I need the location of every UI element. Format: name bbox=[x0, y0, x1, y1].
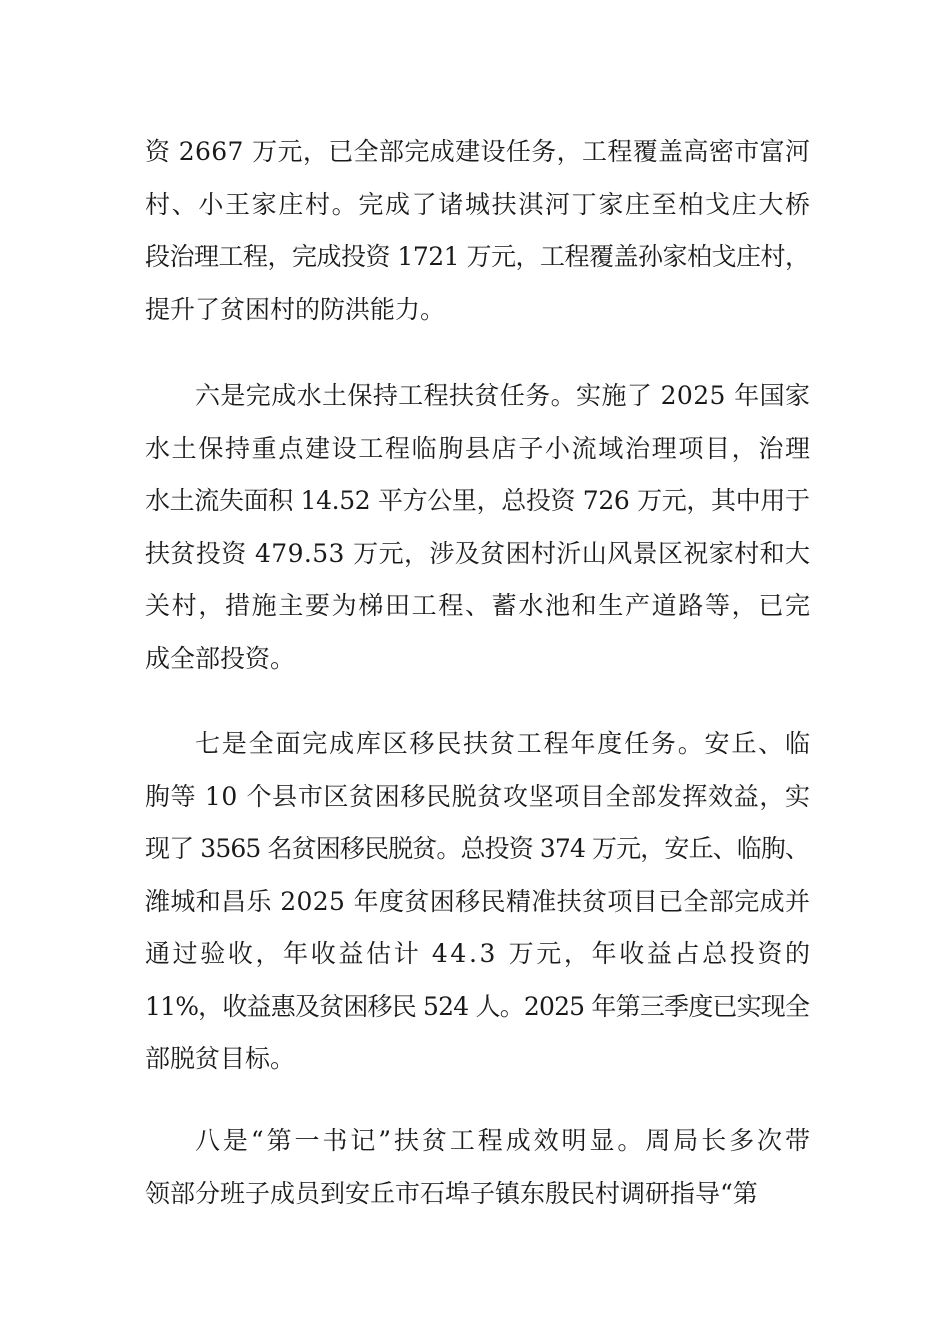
text-line: 村、小王家庄村。完成了诸城扶淇河丁家庄至柏戈庄大桥 bbox=[145, 189, 812, 219]
text-line: 段治理工程，完成投资 1721 万元，工程覆盖孙家柏戈庄村， bbox=[145, 242, 810, 271]
paragraph-soil-conservation bbox=[145, 370, 810, 685]
text-line: 七是全面完成库区移民扶贫工程年度任务。安丘、临 bbox=[195, 729, 812, 758]
text-line: 六是完成水土保持工程扶贫任务。实施了 2025 年国家 bbox=[195, 381, 811, 410]
text-line: 水土保持重点建设工程临朐县店子小流域治理项目，治理 bbox=[145, 433, 812, 463]
text-line: 通过验收，年收益估计 44.3 万元，年收益占总投资的 bbox=[145, 939, 813, 968]
text-line: 11%，收益惠及贫困移民 524 人。2025 年第三季度已实现全 bbox=[145, 991, 810, 1021]
text-line: 领部分班子成员到安丘市石埠子镇东殷民村调研指导“第 bbox=[145, 1178, 758, 1208]
text-line: 资 2667 万元，已全部完成建设任务，工程覆盖高密市富河 bbox=[145, 137, 811, 166]
text-line: 八是“第一书记”扶贫工程成效明显。周局长多次带 bbox=[195, 1126, 813, 1155]
text-line: 现了 3565 名贫困移民脱贫。总投资 374 万元，安丘、临朐、 bbox=[145, 834, 810, 863]
text-line: 扶贫投资 479.53 万元，涉及贫困村沂山风景区祝家村和大 bbox=[145, 538, 811, 568]
text-line: 朐等 10 个县市区贫困移民脱贫攻坚项目全部发挥效益，实 bbox=[145, 781, 811, 811]
text-line: 潍城和昌乐 2025 年度贫困移民精准扶贫项目已全部完成并 bbox=[145, 886, 811, 916]
paragraph-first-secretary bbox=[145, 1115, 813, 1220]
text-line: 成全部投资。 bbox=[145, 643, 296, 673]
paragraph-flood-control bbox=[145, 126, 810, 336]
text-line: 关村，措施主要为梯田工程、蓄水池和生产道路等，已完 bbox=[145, 591, 812, 620]
text-line: 部脱贫目标。 bbox=[145, 1044, 296, 1073]
paragraph-reservoir-migrants bbox=[145, 718, 813, 1086]
text-line: 提升了贫困村的防洪能力。 bbox=[145, 294, 446, 324]
text-line: 水土流失面积 14.52 平方公里，总投资 726 万元，其中用于 bbox=[145, 486, 810, 515]
